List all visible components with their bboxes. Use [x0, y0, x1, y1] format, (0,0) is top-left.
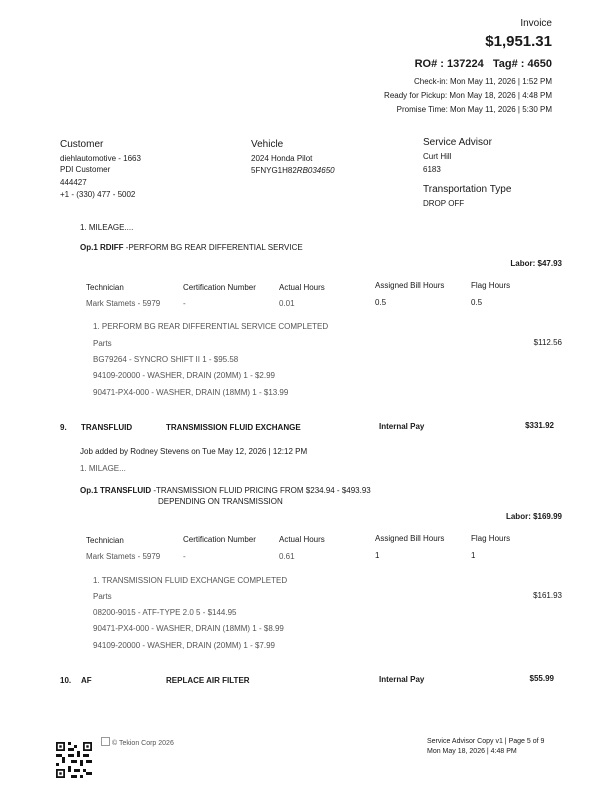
job8-completion: 1. PERFORM BG REAR DIFFERENTIAL SERVICE COMPLETED — [93, 322, 329, 331]
footer-copyright: © Tekion Corp 2026 — [112, 740, 174, 747]
vin-prefix: 5FNYG1H82 — [251, 166, 297, 175]
job8-labor: Labor: $47.93 — [510, 259, 562, 268]
job8-actual-hours: 0.01 — [279, 299, 295, 308]
ro-number: RO# : 137224 — [414, 58, 484, 70]
job9-header-assigned: Assigned Bill Hours — [375, 534, 445, 543]
job9-op-code: Op.1 TRANSFLUID — [80, 486, 152, 495]
job8-flag-hours: 0.5 — [471, 298, 483, 307]
job8-cert: - — [183, 299, 186, 308]
job8-header-assigned: Assigned Bill Hours — [375, 281, 445, 290]
customer-label: Customer — [60, 139, 104, 150]
job8-op-code: Op.1 RDIFF — [80, 243, 124, 252]
job9-part-2: 90471-PX4-000 - WASHER, DRAIN (18MM) 1 - $8.99 — [93, 624, 284, 633]
job8-header-technician: Technician — [86, 283, 124, 292]
advisor-label: Service Advisor — [423, 137, 492, 148]
job9-part-1: 08200-9015 - ATF-TYPE 2.0 5 - $144.95 — [93, 608, 237, 617]
job10-pay: Internal Pay — [379, 675, 425, 684]
job8-assigned-hours: 0.5 — [375, 298, 387, 307]
job8-concern: 1. MILEAGE.... — [80, 223, 134, 232]
job8-header-actual: Actual Hours — [279, 283, 325, 292]
tag-number: Tag# : 4650 — [492, 58, 552, 70]
vehicle-label: Vehicle — [251, 139, 284, 150]
qr-code-icon — [56, 742, 92, 778]
job9-header-flag: Flag Hours — [471, 534, 511, 543]
advisor-id: 6183 — [423, 165, 441, 174]
job8-parts-label: Parts — [93, 339, 112, 348]
job10-number: 10. — [60, 676, 72, 685]
footer-date: Mon May 18, 2026 | 4:48 PM — [427, 748, 517, 755]
job9-op-desc-2: DEPENDING ON TRANSMISSION — [158, 497, 283, 506]
job10-amount: $55.99 — [529, 674, 554, 683]
tekion-logo-icon — [101, 737, 110, 746]
job9-pay: Internal Pay — [379, 422, 425, 431]
job9-labor: Labor: $169.99 — [505, 512, 562, 521]
ro-tag-line — [415, 58, 552, 70]
job9-technician: Mark Stamets - 5979 — [86, 552, 161, 561]
job9-header-actual: Actual Hours — [279, 535, 325, 544]
customer-phone: +1 - (330) 477 - 5002 — [60, 190, 136, 199]
invoice-total: $1,951.31 — [485, 33, 552, 50]
pickup-time: Ready for Pickup: Mon May 18, 2026 | 4:48 PM — [384, 91, 552, 100]
job9-part-3: 94109-20000 - WASHER, DRAIN (20MM) 1 - $7.99 — [93, 641, 275, 650]
job8-header-cert: Certification Number — [183, 283, 256, 292]
job9-amount: $331.92 — [525, 421, 554, 430]
job8-parts-total: $112.56 — [533, 338, 562, 347]
job9-code: TRANSFLUID — [81, 423, 133, 432]
invoice-title: Invoice — [520, 18, 552, 29]
job9-operation — [80, 486, 371, 495]
job9-parts-label: Parts — [93, 592, 112, 601]
job9-added-by: Job added by Rodney Stevens on Tue May 12, 2026 | 12:12 PM — [80, 447, 308, 456]
job8-technician: Mark Stamets - 5979 — [86, 299, 161, 308]
job9-title: TRANSMISSION FLUID EXCHANGE — [166, 423, 301, 432]
transport-value: DROP OFF — [423, 199, 465, 208]
job9-completion: 1. TRANSMISSION FLUID EXCHANGE COMPLETED — [93, 576, 288, 585]
job8-part-1: BG79264 - SYNCRO SHIFT II 1 - $95.58 — [93, 355, 239, 364]
footer-copy-page: Service Advisor Copy v1 | Page 5 of 9 — [427, 738, 545, 745]
job9-flag-hours: 1 — [471, 551, 476, 560]
job9-cert: - — [183, 552, 186, 561]
job8-part-2: 94109-20000 - WASHER, DRAIN (20MM) 1 - $2.99 — [93, 371, 275, 380]
vehicle-model: 2024 Honda Pilot — [251, 154, 313, 163]
job9-header-technician: Technician — [86, 536, 124, 545]
job9-assigned-hours: 1 — [375, 551, 380, 560]
job8-header-flag: Flag Hours — [471, 281, 511, 290]
customer-id: 444427 — [60, 178, 87, 187]
job9-concern: 1. MILAGE... — [80, 464, 126, 473]
transport-label: Transportation Type — [423, 184, 512, 195]
checkin-time: Check-in: Mon May 11, 2026 | 1:52 PM — [414, 77, 552, 86]
job8-part-3: 90471-PX4-000 - WASHER, DRAIN (18MM) 1 - $13.99 — [93, 388, 289, 397]
job10-title: REPLACE AIR FILTER — [166, 676, 250, 685]
job9-op-desc-1: -TRANSMISSION FLUID PRICING FROM $234.94 - $493.93 — [153, 486, 371, 495]
vin-suffix: RB034650 — [296, 166, 335, 175]
customer-name: diehlautomotive - 1663 — [60, 154, 141, 163]
vehicle-vin — [251, 166, 335, 175]
job9-number: 9. — [60, 423, 67, 432]
advisor-name: Curt Hill — [423, 152, 452, 161]
job9-header-cert: Certification Number — [183, 535, 256, 544]
job9-parts-total: $161.93 — [533, 591, 562, 600]
customer-type: PDI Customer — [60, 165, 111, 174]
footer-brand — [101, 737, 174, 747]
job9-actual-hours: 0.61 — [279, 552, 295, 561]
job8-operation — [80, 243, 303, 252]
promise-time: Promise Time: Mon May 11, 2026 | 5:30 PM — [396, 105, 552, 114]
job8-op-desc: -PERFORM BG REAR DIFFERENTIAL SERVICE — [125, 243, 303, 252]
job10-code: AF — [81, 676, 92, 685]
